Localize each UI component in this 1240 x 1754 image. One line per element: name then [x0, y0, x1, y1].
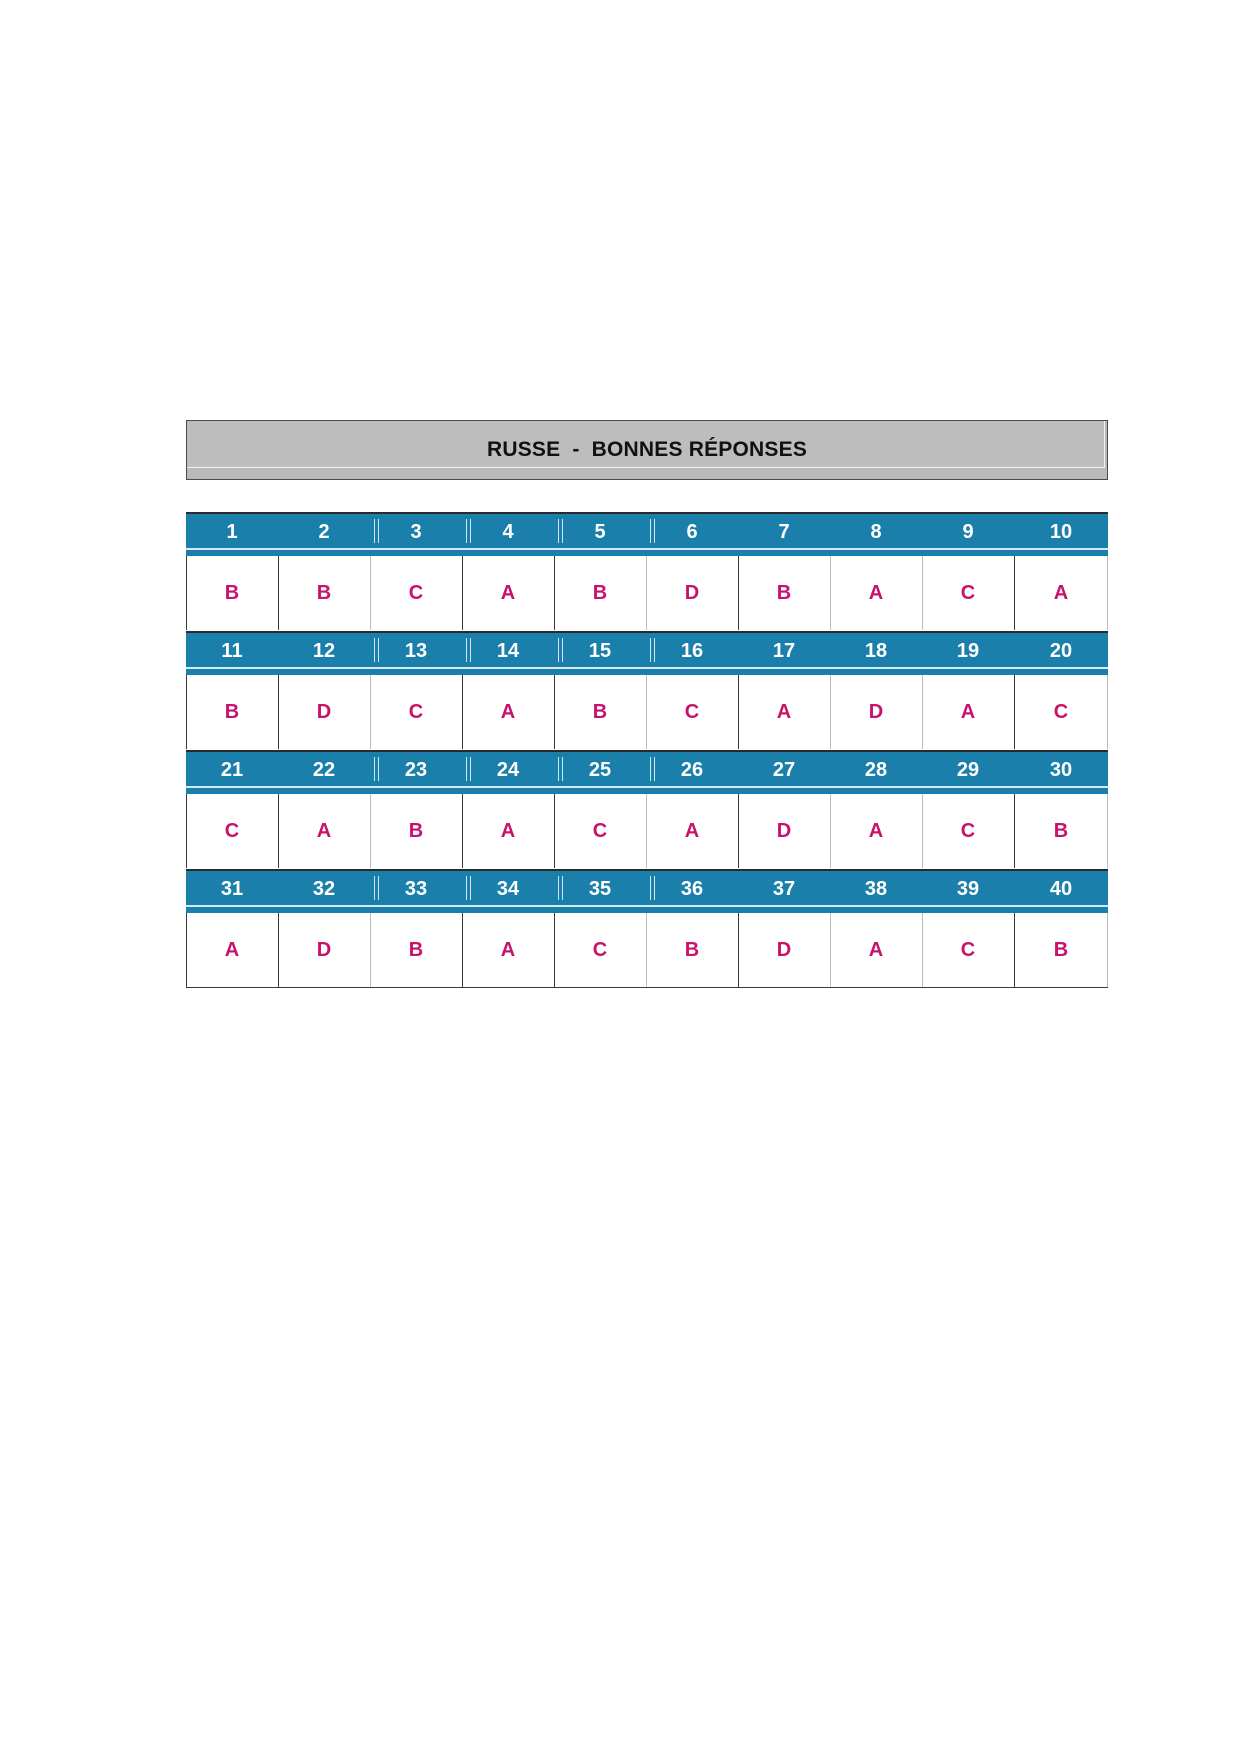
- answer-cell: A: [868, 939, 884, 961]
- question-number-label: 6: [686, 521, 698, 543]
- answer-cell: B: [408, 820, 424, 842]
- question-number-label: 28: [864, 759, 888, 781]
- header-divider: [374, 519, 379, 543]
- question-number-label: 35: [588, 878, 612, 900]
- answer-cell: C: [960, 582, 976, 604]
- answer-cell: A: [868, 582, 884, 604]
- question-number: [830, 633, 922, 667]
- cell-divider: [554, 913, 555, 987]
- cell-divider: [186, 794, 187, 868]
- cell-divider: [1107, 794, 1108, 868]
- answer-cell: C: [408, 582, 424, 604]
- answer-cell: A: [960, 701, 976, 723]
- answer-cell: A: [224, 939, 240, 961]
- answer-cell: B: [1053, 939, 1069, 961]
- answer-cell: A: [684, 820, 700, 842]
- question-number: [462, 871, 554, 905]
- answer-cell: B: [224, 582, 240, 604]
- header-divider: [466, 876, 471, 900]
- cell-divider: [278, 556, 279, 630]
- header-divider: [466, 519, 471, 543]
- answer-cell: C: [684, 701, 700, 723]
- title-bar: [186, 420, 1108, 480]
- question-number-label: 27: [772, 759, 796, 781]
- answer-cell: B: [776, 582, 792, 604]
- question-number-row: [186, 512, 1108, 556]
- question-number-label: 12: [312, 640, 336, 662]
- question-number-label: 38: [864, 878, 888, 900]
- question-number-label: 26: [680, 759, 704, 781]
- question-number-label: 20: [1049, 640, 1073, 662]
- question-number-label: 11: [221, 640, 243, 662]
- question-number: [186, 514, 278, 548]
- question-number: [278, 514, 370, 548]
- answer-block: [186, 750, 1108, 868]
- answer-cell: A: [868, 820, 884, 842]
- question-number-label: 40: [1049, 878, 1073, 900]
- question-number-label: 9: [962, 521, 974, 543]
- answer-cell: C: [960, 939, 976, 961]
- grid-bottom-border: [186, 987, 1108, 988]
- answer-row: [186, 675, 1108, 749]
- question-number-label: 36: [680, 878, 704, 900]
- header-divider: [466, 757, 471, 781]
- answer-cell: D: [776, 939, 792, 961]
- question-number-label: 7: [778, 521, 790, 543]
- cell-divider: [370, 556, 371, 630]
- cell-divider: [1014, 913, 1015, 987]
- answer-cell: D: [316, 939, 332, 961]
- cell-divider: [738, 913, 739, 987]
- question-number-label: 32: [312, 878, 336, 900]
- answer-cell: B: [684, 939, 700, 961]
- question-number-label: 24: [496, 759, 520, 781]
- question-number-label: 18: [864, 640, 888, 662]
- answer-cell: B: [408, 939, 424, 961]
- cell-divider: [278, 913, 279, 987]
- question-number: [830, 752, 922, 786]
- cell-divider: [738, 675, 739, 749]
- header-stripe: [186, 905, 1108, 907]
- answer-cell: A: [776, 701, 792, 723]
- cell-divider: [738, 794, 739, 868]
- question-number: [1014, 633, 1108, 667]
- question-number: [738, 871, 830, 905]
- cell-divider: [186, 675, 187, 749]
- header-divider: [374, 757, 379, 781]
- answer-cell: A: [500, 701, 516, 723]
- answer-cell: A: [500, 582, 516, 604]
- answer-row: [186, 913, 1108, 987]
- question-number: [370, 752, 462, 786]
- question-number: [186, 633, 278, 667]
- question-number: [186, 871, 278, 905]
- question-number: [278, 871, 370, 905]
- answer-cell: B: [1053, 820, 1069, 842]
- answer-cell: C: [1053, 701, 1069, 723]
- cell-divider: [462, 794, 463, 868]
- question-number: [830, 871, 922, 905]
- question-number: [646, 752, 738, 786]
- cell-divider: [646, 794, 647, 868]
- question-number-row: [186, 750, 1108, 794]
- cell-divider: [370, 913, 371, 987]
- cell-divider: [1014, 794, 1015, 868]
- cell-divider: [922, 913, 923, 987]
- answer-cell: A: [316, 820, 332, 842]
- answer-cell: D: [868, 701, 884, 723]
- question-number: [1014, 752, 1108, 786]
- page-title: RUSSE - BONNES RÉPONSES: [486, 438, 808, 461]
- cell-divider: [1107, 556, 1108, 630]
- answer-cell: A: [500, 939, 516, 961]
- question-number: [554, 514, 646, 548]
- question-number-label: 8: [870, 521, 882, 543]
- header-divider: [558, 638, 563, 662]
- answer-cell: B: [592, 582, 608, 604]
- answer-row: [186, 556, 1108, 630]
- question-number: [554, 871, 646, 905]
- question-number: [278, 752, 370, 786]
- cell-divider: [278, 675, 279, 749]
- question-number-label: 33: [404, 878, 428, 900]
- question-number-label: 31: [220, 878, 244, 900]
- answer-cell: D: [316, 701, 332, 723]
- cell-divider: [554, 675, 555, 749]
- question-number-label: 1: [226, 521, 238, 543]
- question-number-label: 17: [772, 640, 796, 662]
- header-divider: [374, 638, 379, 662]
- header-divider: [650, 876, 655, 900]
- question-number: [1014, 514, 1108, 548]
- answer-cell: B: [224, 701, 240, 723]
- question-number-label: 2: [318, 521, 330, 543]
- question-number: [554, 633, 646, 667]
- question-number: [370, 871, 462, 905]
- question-number: [738, 752, 830, 786]
- answer-block: [186, 869, 1108, 987]
- answer-cell: B: [592, 701, 608, 723]
- header-divider: [558, 876, 563, 900]
- question-number: [462, 514, 554, 548]
- cell-divider: [922, 675, 923, 749]
- cell-divider: [830, 794, 831, 868]
- question-number: [370, 633, 462, 667]
- answer-cell: D: [684, 582, 700, 604]
- question-number: [278, 633, 370, 667]
- answer-cell: C: [592, 820, 608, 842]
- question-number-label: 30: [1049, 759, 1073, 781]
- question-number: [922, 871, 1014, 905]
- question-number-label: 25: [588, 759, 612, 781]
- cell-divider: [922, 556, 923, 630]
- question-number: [646, 633, 738, 667]
- question-number: [738, 514, 830, 548]
- question-number-row: [186, 631, 1108, 675]
- cell-divider: [1107, 675, 1108, 749]
- cell-divider: [830, 675, 831, 749]
- question-number-label: 14: [496, 640, 520, 662]
- question-number: [554, 752, 646, 786]
- question-number: [922, 514, 1014, 548]
- question-number: [646, 871, 738, 905]
- header-divider: [650, 757, 655, 781]
- question-number-label: 13: [404, 640, 428, 662]
- question-number-label: 5: [594, 521, 606, 543]
- cell-divider: [370, 794, 371, 868]
- question-number-label: 15: [588, 640, 612, 662]
- question-number-label: 23: [404, 759, 428, 781]
- cell-divider: [278, 794, 279, 868]
- question-number-label: 34: [496, 878, 520, 900]
- cell-divider: [646, 913, 647, 987]
- cell-divider: [554, 794, 555, 868]
- answer-cell: D: [776, 820, 792, 842]
- cell-divider: [1014, 675, 1015, 749]
- answer-cell: B: [316, 582, 332, 604]
- question-number-label: 22: [312, 759, 336, 781]
- question-number-label: 39: [956, 878, 980, 900]
- cell-divider: [370, 675, 371, 749]
- question-number: [1014, 871, 1108, 905]
- cell-divider: [462, 675, 463, 749]
- question-number: [830, 514, 922, 548]
- cell-divider: [646, 675, 647, 749]
- cell-divider: [1014, 556, 1015, 630]
- header-stripe: [186, 786, 1108, 788]
- question-number-label: 29: [956, 759, 980, 781]
- header-divider: [558, 757, 563, 781]
- question-number-label: 16: [680, 640, 704, 662]
- question-number: [186, 752, 278, 786]
- cell-divider: [830, 556, 831, 630]
- header-stripe: [186, 548, 1108, 550]
- question-number-label: 10: [1049, 521, 1073, 543]
- header-stripe: [186, 667, 1108, 669]
- answer-row: [186, 794, 1108, 868]
- cell-divider: [830, 913, 831, 987]
- answer-cell: C: [960, 820, 976, 842]
- question-number-label: 4: [502, 521, 514, 543]
- cell-divider: [186, 913, 187, 987]
- answer-grid: [186, 512, 1108, 991]
- cell-divider: [1107, 913, 1108, 987]
- question-number: [370, 514, 462, 548]
- answer-cell: C: [592, 939, 608, 961]
- question-number-row: [186, 869, 1108, 913]
- answer-cell: C: [224, 820, 240, 842]
- answer-cell: C: [408, 701, 424, 723]
- header-divider: [466, 638, 471, 662]
- cell-divider: [554, 556, 555, 630]
- answer-cell: A: [500, 820, 516, 842]
- cell-divider: [922, 794, 923, 868]
- question-number: [922, 752, 1014, 786]
- answer-block: [186, 631, 1108, 749]
- header-divider: [558, 519, 563, 543]
- answer-cell: A: [1053, 582, 1069, 604]
- question-number: [462, 752, 554, 786]
- header-divider: [374, 876, 379, 900]
- cell-divider: [738, 556, 739, 630]
- question-number: [462, 633, 554, 667]
- cell-divider: [462, 913, 463, 987]
- cell-divider: [186, 556, 187, 630]
- question-number-label: 3: [410, 521, 422, 543]
- question-number-label: 19: [956, 640, 980, 662]
- question-number-label: 37: [772, 878, 796, 900]
- question-number: [646, 514, 738, 548]
- question-number-label: 21: [220, 759, 244, 781]
- question-number: [922, 633, 1014, 667]
- cell-divider: [646, 556, 647, 630]
- cell-divider: [462, 556, 463, 630]
- question-number: [738, 633, 830, 667]
- answer-block: [186, 512, 1108, 630]
- header-divider: [650, 638, 655, 662]
- header-divider: [650, 519, 655, 543]
